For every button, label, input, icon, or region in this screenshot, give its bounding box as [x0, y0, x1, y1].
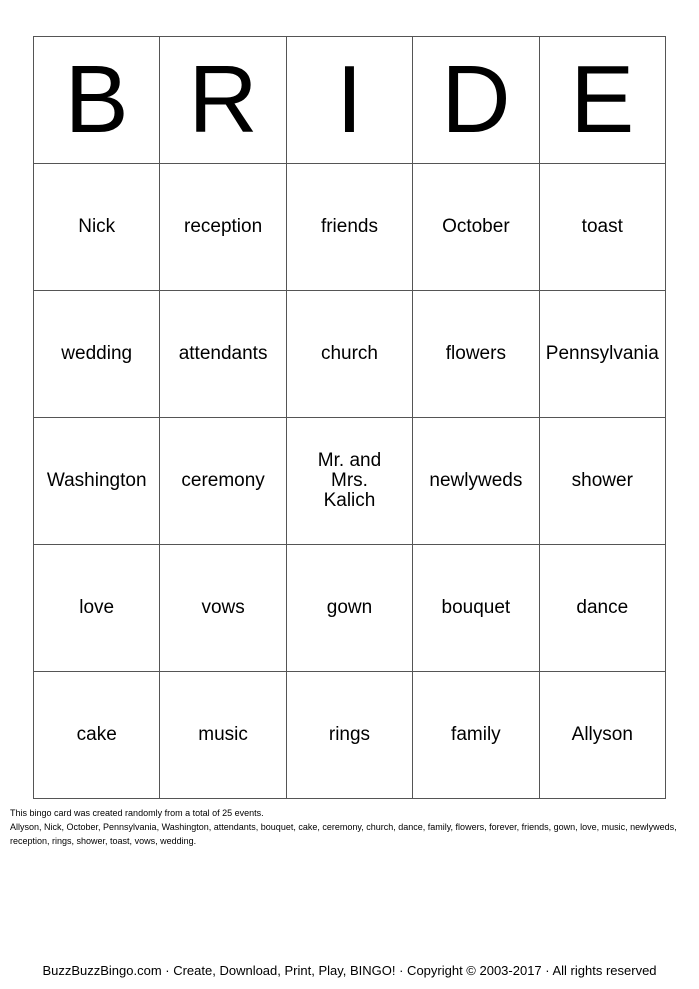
header-letter-b: B — [34, 37, 160, 164]
card-cell: Washington — [34, 418, 160, 545]
card-footnote — [10, 806, 690, 848]
card-cell: October — [413, 164, 539, 291]
footnote-summary: This bingo card was created randomly from a total of 25 events. — [10, 808, 264, 818]
cell-text-wrap: Mr. and Mrs. Kalich — [317, 450, 382, 511]
bingo-card — [33, 36, 666, 799]
card-cell: vows — [160, 545, 286, 672]
card-cell: toast — [539, 164, 665, 291]
header-letter-i: I — [286, 37, 412, 164]
card-cell: attendants — [160, 291, 286, 418]
card-cell: shower — [539, 418, 665, 545]
header-row — [34, 37, 666, 164]
card-cell: Nick — [34, 164, 160, 291]
card-cell: flowers — [413, 291, 539, 418]
card-cell: cake — [34, 672, 160, 799]
card-row — [34, 672, 666, 799]
card-cell: Pennsylvania — [539, 291, 665, 418]
card-cell: ceremony — [160, 418, 286, 545]
card-cell: gown — [286, 545, 412, 672]
card-row — [34, 291, 666, 418]
card-cell: newlyweds — [413, 418, 539, 545]
card-cell: love — [34, 545, 160, 672]
header-letter-d: D — [413, 37, 539, 164]
card-row — [34, 164, 666, 291]
page-footer: BuzzBuzzBingo.com · Create, Download, Print, Play, BINGO! · Copyright © 2003-2017 · All rights reserved — [42, 963, 657, 978]
header-letter-r: R — [160, 37, 286, 164]
card-cell: music — [160, 672, 286, 799]
card-cell: wedding — [34, 291, 160, 418]
card-cell: bouquet — [413, 545, 539, 672]
card-cell: dance — [539, 545, 665, 672]
card-cell: reception — [160, 164, 286, 291]
header-letter-e: E — [539, 37, 665, 164]
card-cell: friends — [286, 164, 412, 291]
card-cell: church — [286, 291, 412, 418]
footnote-word-list: Allyson, Nick, October, Pennsylvania, Washington, attendants, bouquet, cake, ceremony, church, dance, family, flowers, forever, friends, gown, love, music, newlyweds, reception, rings, shower, toast, vows, wedding. — [10, 822, 677, 846]
card-cell — [286, 418, 412, 545]
card-cell: Allyson — [539, 672, 665, 799]
card-cell: family — [413, 672, 539, 799]
card-cell: rings — [286, 672, 412, 799]
card-row — [34, 545, 666, 672]
card-row — [34, 418, 666, 545]
